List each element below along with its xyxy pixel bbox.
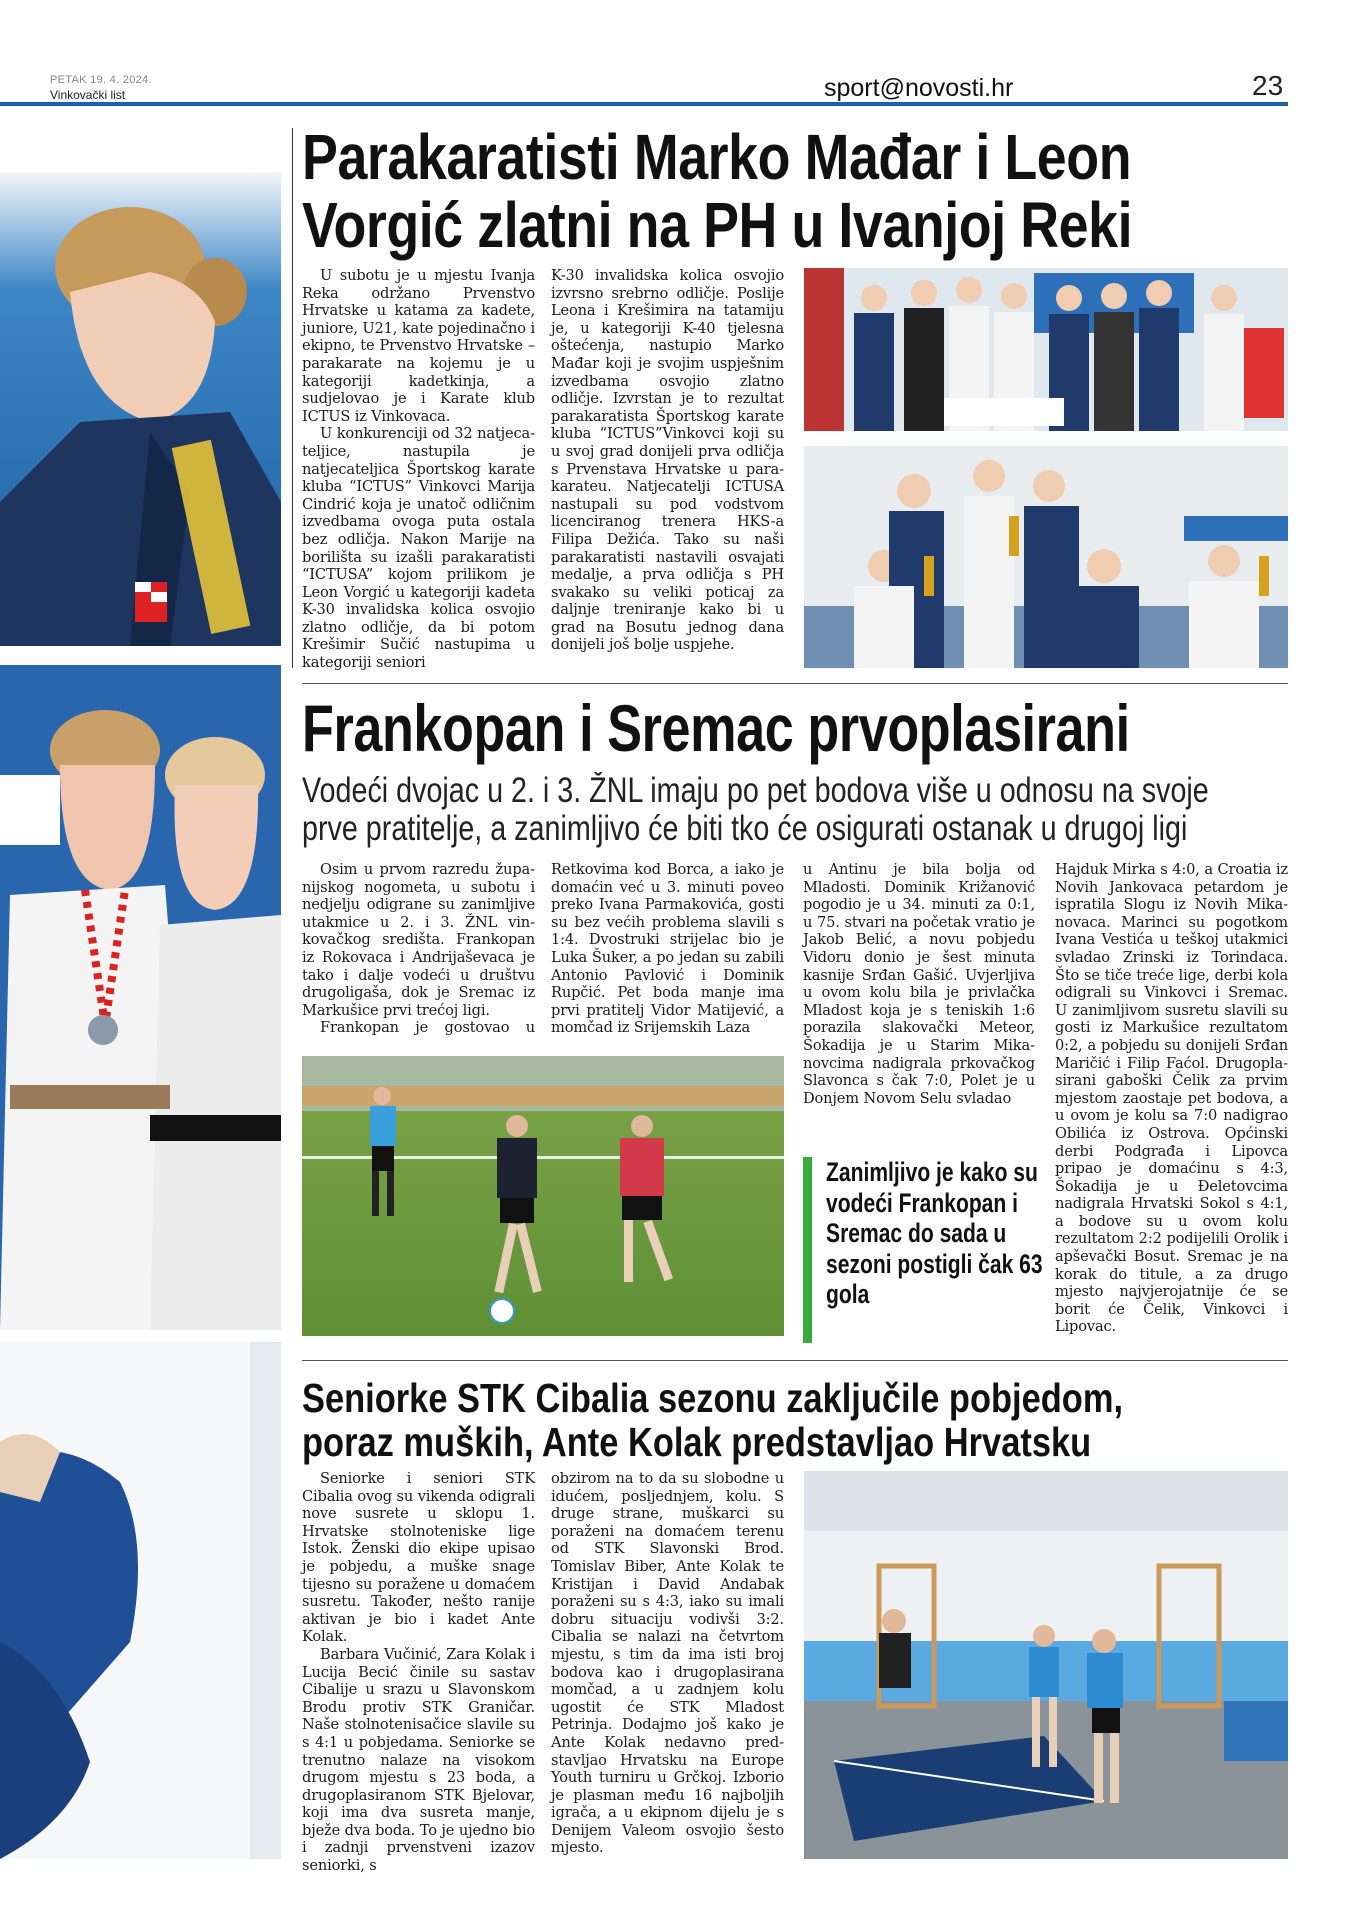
article1-headline — [302, 123, 1288, 263]
paragraph: K-30 invalidska kolica osvojio izvrsno srebrno odličje. Poslije Leona i Krešimira na tatamiju je, u kategoriji K-40 tjelesna oštećenja, nastupio Marko Mađar koji je svojim uspješnim izvedbama osvojio zlatno odličje. Izvrstan je to rezultat parakaratista Športskog karate kluba “ICTUS”Vinkovci koji su u svoj grad donijeli prva odličja s Prvenstava Hrvatske u parakarateu. Natjecatelji ICTUSA nastupali su pod vodstvom licenciranog trenera HKS-a Filipa Dežića. Tako su naši parakaratisti nastavili osvajati medalje, a prva odličja s PH svakako su veliki poticaj za daljnje treniranje kako bi u grad na Bosutu jednog dana donijeli još bolje uspjehe. — [551, 267, 784, 654]
photo-football-match — [302, 1056, 784, 1336]
paragraph: Barbara Vučinić, Zara Kolak i Lucija Becić činile su sastav Cibalije u srazu u Slavonskom Brodu protiv STK Graničar. Naše stolnotenisačice slavile su s 4:1 u pobjedama. Seniorke se trenutno nalaze na visokom drugom mjestu s 23 boda, a drugoplasiranom STK Bjelovar, koji ima dva susreta manje, bježe dva boda. To je ujedno bio i zadnji prvenstveni izazov seniorki, s — [302, 1645, 535, 1875]
article1-column-2 — [551, 267, 784, 654]
article2-headline — [302, 693, 1288, 765]
paragraph: U konkurenciji od 32 natjecateljice, nastupila je natjecateljica Športskog karate kluba “ICTUS” Vinkovci Marija Cindrić koja je unatoč odličnim izvedbama ovoga puta ostala bez odličja. Nakon Marije na borilišta su izašli parakaratisti “ICTUSA” kojom prilikom je Leon Vorgić u kategoriji kadeta K-30 invalidska kolica osvojio zlatno odličje, da bi potom Krešimir Sučić nastupima u kategoriji seniori — [302, 425, 535, 672]
headline-line: poraz muških, Ante Kolak predstavljao Hrvatsku — [302, 1419, 1092, 1465]
column-divider — [292, 128, 293, 668]
photo-judokas-medals — [0, 665, 281, 1330]
section-email[interactable]: sport@novosti.hr — [824, 74, 1014, 102]
paragraph: obzirom na to da su slobodne u idućem, posljednjem, kolu. S druge strane, muškarci su poraženi na domaćem terenu od STK Slavonski Brod. Tomislav Biber, Ante Kolak te Kristijan i David Andabak poraženi su s 4:3, iako su imali dobru situaciju vodivši 3:2. Cibalia se nalazi na četvrtom mjestu, s tim da ima isti broj bodova kao i drugoplasirana momčad, a u zadnjem kolu ugostit će STK Mladost Petrinja. Dodajmo još kako je Ante Kolak nedavno predstavljao Hrvatsku na Europe Youth turniru u Grčkoj. Izborio je plasman među 16 najboljih igrača, a u ekipnom dijelu je s Denijem Valeom osvojio šesto mjesto. — [551, 1470, 784, 1857]
header-rule — [0, 102, 1288, 106]
article2-column-1 — [302, 861, 535, 1037]
section-divider — [302, 683, 1288, 684]
paragraph: Frankopan je gostovao u — [320, 1019, 535, 1037]
article2-column-2 — [551, 861, 784, 1037]
paragraph: u Antinu je bila bolja od Mladosti. Dominik Križanović pogodio je u 34. minuti za 0:1, u 75. stvari na početak vratio je Jakob Belić, a novu pobjedu Vidoru donio je šest minuta kasnije Srđan Gašić. Uvjerljiva u ovom kolu bila je privlačka Mladost koja je s teniskih 1:6 porazila slakovački Meteor, Šokadija je u Starim Mikanovcima nadigrala prkovačkog Slavonca s čak 7:0, Polet je u Donjem Novom Selu svladao — [803, 861, 1035, 1107]
headline-line: Vorgić zlatni na PH u Ivanjoj Reki — [302, 189, 1133, 261]
headline-line: Seniorke STK Cibalia sezonu zaključile pobjedom, — [302, 1376, 1124, 1421]
paragraph: Hajduk Mirka s 4:0, a Croatia iz Novih Jankovaca petardom je ispratila Slogu iz Novih Mikanovaca. Marinci su pogotkom Ivana Vestića u teškoj utakmici svladao Zrinski iz Torindaca. Što se tiče treće lige, derbi kola odigrali su Vinkovci i Sremac. U zanimljivom susretu slavili su gosti iz Markušice rezultatom 0:2, a pobjedu su donijeli Srđan Maričić i Filip Faćol. Drugoplasirani gaboški Čelik za prvim mjestom zaostaje pet bodova, a u ovom je kolu sa 7:0 nadigrao Obilića iz Ostrova. Općinski derbi Podgrađa i Lipovca pripao je domaćinu s 4:3, Šokadija je u Đeletovcima nadigrala Hrvatski Sokol s 4:1, a bodove su u ovom kolu rezultatom 2:2 podijelili Orolik i apševački Bosut. Sremac je na korak do titule, a za drugo mjesto najvjerojatnije će se borit će Čelik, Vinkovci i Lipovac. — [1055, 861, 1288, 1336]
paragraph: Osim u prvom razredu županijskog nogometa, u subotu i nedjelju odigrane su zanimljive utakmice u 2. i 3. ŽNL vinkovačkog središta. Frankopan iz Rokovaca i Andrijaševaca je tako i dalje vodeći u društvu drugoligaša, dok je Sremac iz Markušice prvi trećoj ligi. — [302, 861, 535, 1019]
photo-parakaratists-trophies — [804, 446, 1288, 668]
paragraph: Seniorke i seniori STK Cibalia ovog su vikenda odigrali nove susrete u sklopu 1. Hrvatske stolnoteniske lige Istok. Ženski dio ekipe upisao je pobjedu, a muške snage tijesno su poražene u domaćem susretu. Također, nešto ranije aktivan je bio i kadet Ante Kolak. — [302, 1470, 535, 1646]
article2-subheadline — [302, 772, 1288, 852]
subheadline-line: Vodeći dvojac u 2. i 3. ŽNL imaju po pet bodova više u odnosu na svoje — [302, 772, 1209, 810]
article3-column-1 — [302, 1470, 535, 1875]
issue-date: PETAK 19. 4. 2024. — [50, 74, 152, 86]
newspaper-name: Vinkovački list — [50, 88, 126, 102]
article3-column-2 — [551, 1470, 784, 1857]
photo-judoka-portrait — [0, 172, 281, 646]
article2-column-4 — [1055, 861, 1288, 1336]
page-number: 23 — [1252, 70, 1284, 101]
pull-quote — [803, 1157, 1044, 1343]
pull-quote-text: Zanimljivo je kako su vodeći Frankopan i Sremac do sada u sezoni postigli čak 63 gola — [826, 1157, 1043, 1309]
paragraph: U subotu je u mjestu Ivanja Reka održano Prvenstvo Hrvatske u katama za kadete, juniore, U21, kate pojedinačno i ekipno, te Prvenstvo Hrvatske – parakarate na kojemu je u kategoriji kadetkinja, a sudjelovao je i Karate klub ICTUS iz Vinkovaca. — [302, 267, 535, 425]
headline-line: Frankopan i Sremac prvoplasirani — [302, 693, 1130, 765]
article3-headline — [302, 1376, 1288, 1468]
photo-judo-throw — [0, 1342, 281, 1859]
subheadline-line: prve pratitelje, a zanimljivo će biti tko će osigurati ostanak u drugoj ligi — [302, 809, 1188, 848]
headline-line: Parakaratisti Marko Mađar i Leon — [302, 123, 1132, 193]
article1-column-1 — [302, 267, 535, 672]
photo-table-tennis-match — [804, 1471, 1288, 1859]
photo-karate-team-group — [804, 268, 1288, 431]
paragraph: Retkovima kod Borca, a iako je domaćin već u 3. minuti poveo preko Ivana Parmakovića, gosti su bez većih problema slavili s 1:4. Dvostruki strijelac bio je Luka Šuker, a po jedan su zabili Antonio Pavlović i Dominik Rupčić. Pet boda manje ima prvi pratitelj Vidor Matijević, a momčad iz Srijemskih Laza — [551, 861, 784, 1037]
section-divider — [302, 1360, 1288, 1361]
article2-column-3 — [803, 861, 1035, 1107]
